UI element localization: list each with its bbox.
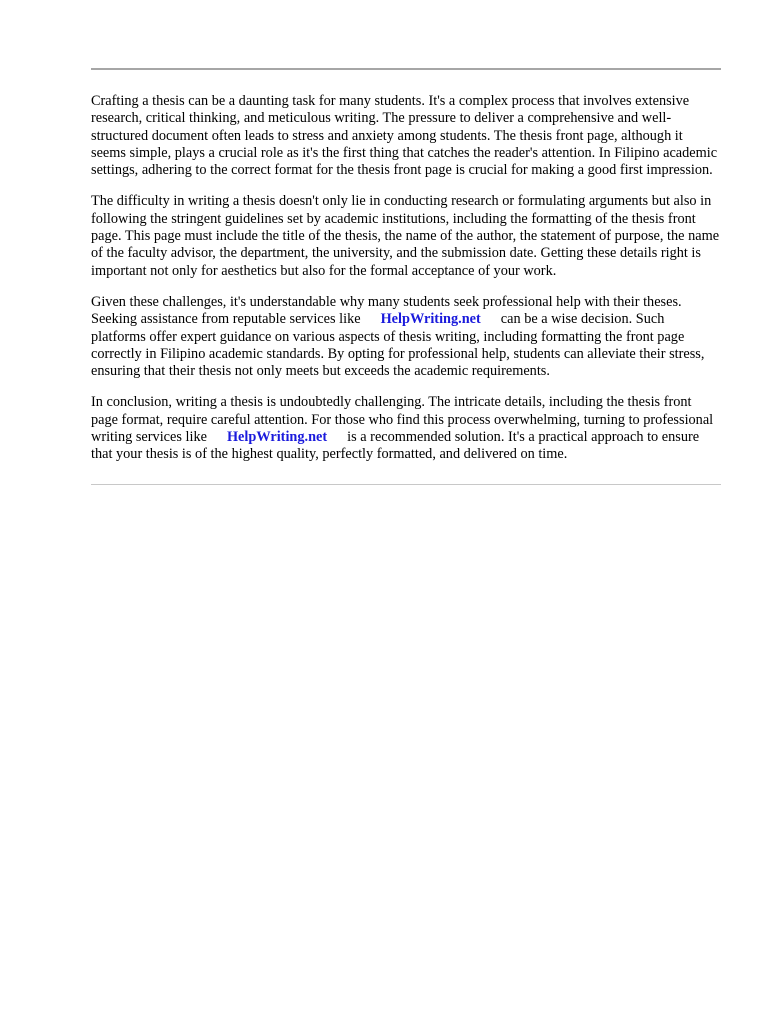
paragraph-difficulty: The difficulty in writing a thesis doesn't only lie in conducting research or formulating arguments but also in following the stringent guidelines set by academic institutions, including the formatting of the thesis front page. This page must include the title of the thesis, the name of the author, the statement of purpose, the name of the faculty advisor, the department, the university, and the submission date. Getting these details right is important not only for aesthetics but also for the formal acceptance of your work. xyxy=(91,193,720,279)
paragraph-conclusion xyxy=(91,394,721,463)
paragraph-intro: Crafting a thesis can be a daunting task for many students. It's a complex process that involves extensive research, critical thinking, and meticulous writing. The pressure to deliver a comprehensive and well-structured document often leads to stress and anxiety among students. The thesis front page, although it seems simple, plays a crucial role as it's the first thing that catches the reader's attention. In Filipino academic settings, adhering to the correct format for the thesis front page is crucial for making a good first impression. xyxy=(91,93,718,179)
paragraph-challenges xyxy=(91,294,721,380)
paragraph-challenges-text-after: can be a wise decision. Such platforms offer expert guidance on various aspects of thesis writing, including formatting the front page correctly in Filipino academic standards. By opting for professional help, students can alleviate their stress, ensuring that their thesis not only meets but exceeds the academic requirements. xyxy=(91,311,705,380)
helpwriting-link-conclusion[interactable]: HelpWriting.net xyxy=(226,429,328,446)
paragraph-conclusion-text-before: In conclusion, writing a thesis is undoubtedly challenging. The intricate details, including the thesis front page format, require careful attention. For those who find this process overwhelming, turning to professional writing services like xyxy=(91,394,714,446)
bottom-divider xyxy=(91,484,721,485)
paragraph-conclusion-text-after: is a recommended solution. It's a practical approach to ensure that your thesis is of the highest quality, perfectly formatted, and delivered on time. xyxy=(91,429,700,463)
helpwriting-link[interactable]: HelpWriting.net xyxy=(380,311,481,328)
paragraph-challenges-text-before: Given these challenges, it's understandable why many students seek professional help with their theses. Seeking assistance from reputable services like xyxy=(91,293,682,328)
document-page xyxy=(91,68,721,485)
article-body xyxy=(91,70,721,484)
